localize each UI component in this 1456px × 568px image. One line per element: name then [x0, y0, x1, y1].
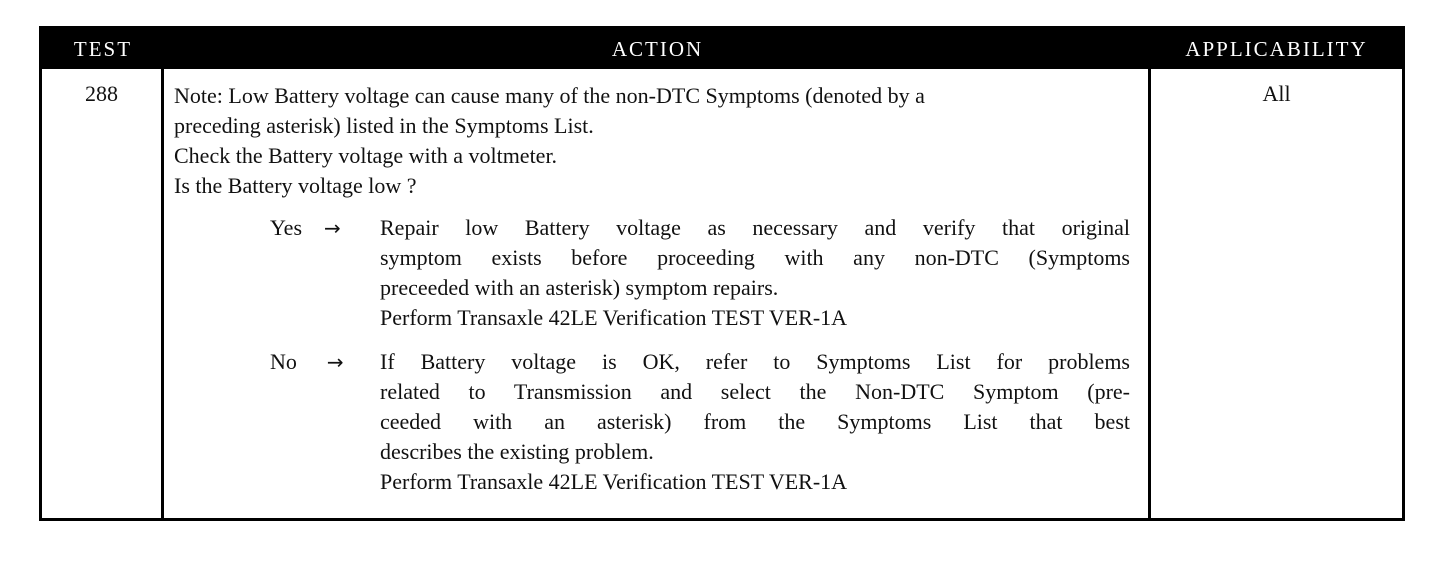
right-arrow-icon: → [326, 350, 344, 374]
no-line: related to Transmission and select the Non-DTC Symptom (pre- [380, 379, 1130, 404]
yes-action-text [380, 213, 1130, 333]
header-applicability: APPLICABILITY [1185, 36, 1368, 61]
no-line: ceeded with an asterisk) from the Symptoms List that best [380, 409, 1130, 434]
no-label-group [270, 347, 380, 497]
note-line: Is the Battery voltage low ? [174, 173, 417, 198]
note-line: preceding asterisk) listed in the Symptoms List. [174, 113, 594, 138]
table-header-row [42, 29, 1402, 69]
no-label: No [270, 349, 297, 374]
yes-line: Repair low Battery voltage as necessary and verify that original [380, 215, 1130, 240]
note-line: Check the Battery voltage with a voltmeter. [174, 143, 558, 168]
test-number: 288 [42, 69, 164, 518]
yes-line: preceeded with an asterisk) symptom repairs. [380, 275, 779, 300]
yes-branch [174, 213, 1140, 333]
no-branch [174, 347, 1140, 497]
note-line: Note: Low Battery voltage can cause many of the non-DTC Symptoms (denoted by a [174, 83, 925, 108]
yes-label-group [270, 213, 380, 333]
no-action-text [380, 347, 1130, 497]
yes-line: Perform Transaxle 42LE Verification TEST VER-1A [380, 305, 848, 330]
yes-line: symptom exists before proceeding with any non-DTC (Symptoms [380, 245, 1130, 270]
yes-label: Yes [270, 215, 303, 240]
no-line: If Battery voltage is OK, refer to Symptoms List for problems [380, 349, 1130, 374]
applicability-value: All [1262, 81, 1291, 106]
table-row [42, 69, 1402, 518]
header-action: ACTION [611, 36, 704, 61]
no-line: describes the existing problem. [380, 439, 654, 464]
diagnostic-test-table [39, 26, 1405, 521]
right-arrow-icon: → [324, 216, 341, 240]
no-line: Perform Transaxle 42LE Verification TEST VER-1A [380, 469, 848, 494]
header-test: TEST [73, 36, 133, 61]
note-block [174, 81, 1140, 201]
action-cell [164, 69, 1151, 518]
